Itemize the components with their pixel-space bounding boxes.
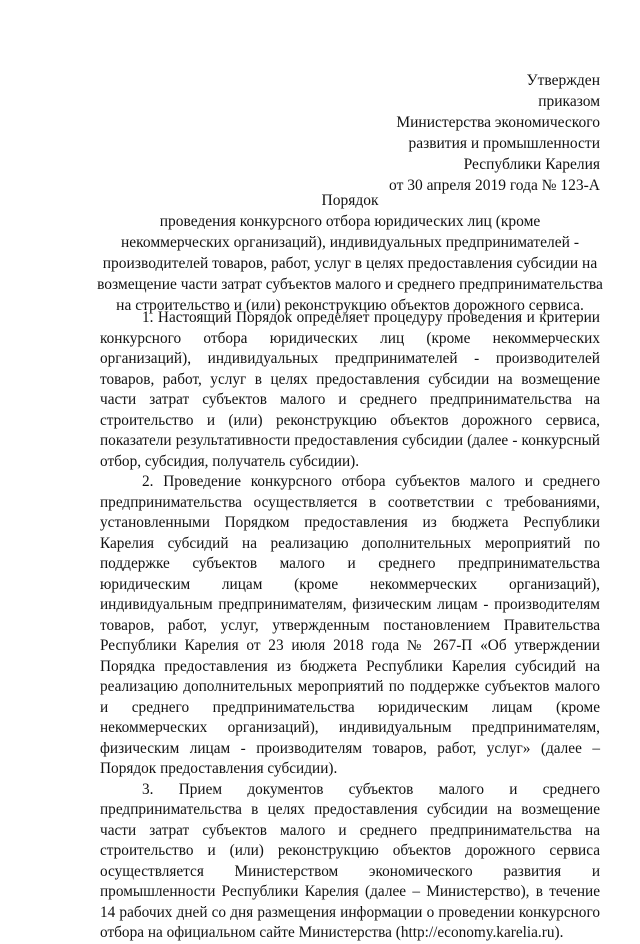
approval-line: развития и промышленности — [408, 135, 600, 152]
title-subtitle-line: проведения конкурсного отбора юридических лиц (кроме — [159, 213, 541, 230]
title-subtitle-line: возмещение части затрат субъектов малого и среднего предпринимательства — [97, 276, 603, 293]
approval-line: от 30 апреля 2019 года № 123-А — [389, 177, 600, 194]
paragraph-1: 1. Настоящий Порядок определяет процедуру проведения и критерии конкурсного отбора юридических лиц (кроме некоммерческих организаций), индивидуальных предпринимателей - производителей товаров, работ, услуг в целях предоставления субсидии на возмещение части затрат субъектов малого и среднего предпринимательства на строительство и (или) реконструкцию объектов дорожного сервиса, показатели результативности предоставления субсидии (далее - конкурсный отбор, субсидия, получатель субсидии). — [100, 309, 600, 470]
approval-line: приказом — [538, 93, 600, 110]
approval-line: Республики Карелия — [463, 156, 600, 173]
paragraph-3: 3. Прием документов субъектов малого и среднего предпринимательства в целях предоставления субсидии на возмещение части затрат субъектов малого и среднего предпринимательства на строительство и (или) реконструкцию объектов дорожного сервиса осуществляется Министерством экономического развития и промышленности Республики Карелия (далее – Министерство), в течение 14 рабочих дней со дня размещения информации о проведении конкурсного отбора на официальном сайте Министерства (http://economy.karelia.ru). — [100, 780, 600, 941]
approval-line: Утвержден — [526, 72, 600, 89]
title-subtitle-line: на строительство и (или) реконструкцию объектов дорожного сервиса. — [116, 297, 584, 314]
document-title — [88, 190, 612, 316]
title-subtitle-line: производителей товаров, работ, услуг в целях предоставления субсидии на — [102, 255, 598, 272]
approval-stamp — [389, 70, 600, 196]
paragraph-2: 2. Проведение конкурсного отбора субъектов малого и среднего предпринимательства осуществляется в соответствии с требованиями, установленными Порядком предоставления из бюджета Республики Карелия субсидий на реализацию дополнительных мероприятий по поддержке субъектов малого и среднего предпринимательства юридическим лицам (кроме некоммерческих организаций), индивидуальным предпринимателям, физическим лицам - производителям товаров, работ, услуг, утвержденным постановлением Правительства Республики Карелия от 23 июля 2018 года № 267-П «Об утверждении Порядка предоставления из бюджета Республики Карелия субсидий на реализацию дополнительных мероприятий по поддержке субъектов малого и среднего предпринимательства юридическим лицам (кроме некоммерческих организаций), индивидуальным предпринимателям, физическим лицам - производителям товаров, работ, услуг» (далее – Порядок предоставления субсидии). — [100, 473, 600, 777]
title-heading: Порядок — [321, 192, 379, 209]
approval-line: Министерства экономического — [396, 114, 600, 131]
title-subtitle-line: некоммерческих организаций), индивидуальных предпринимателей - — [120, 234, 580, 251]
document-body — [100, 308, 600, 944]
